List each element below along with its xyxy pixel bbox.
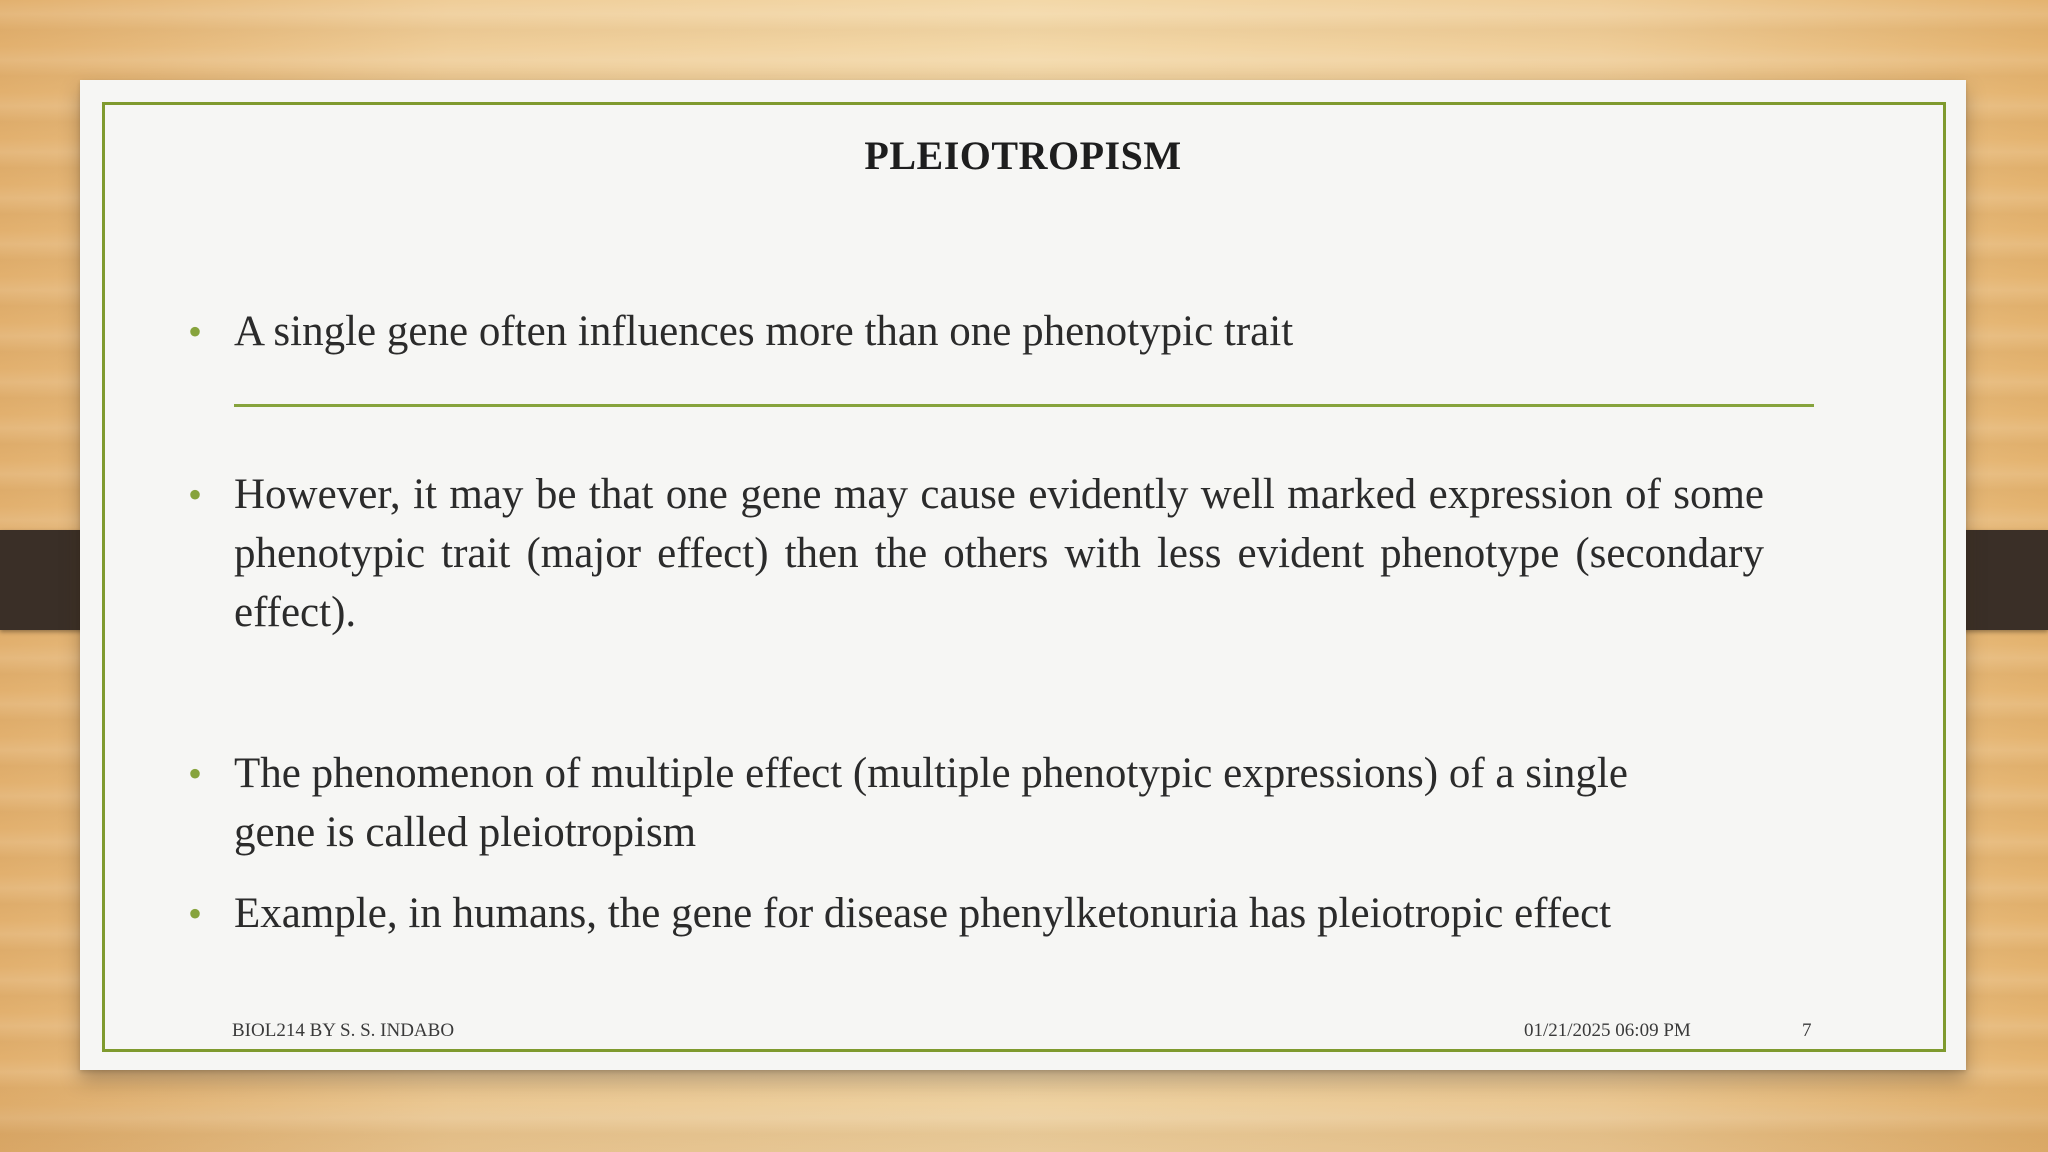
bullet-text: However, it may be that one gene may cause evidently well marked expression of some phenotypic trait (major effect) then the others with less evident phenotype (secondary effect). — [234, 471, 1764, 636]
bullet-dot-icon: • — [188, 309, 203, 354]
bullet-text: Example, in humans, the gene for disease phenylketonuria has pleiotropic effect — [234, 890, 1612, 937]
divider-line — [234, 404, 1814, 407]
footer-datetime: 01/21/2025 06:09 PM — [1524, 1020, 1691, 1041]
footer-course-label: BIOL214 BY S. S. INDABO — [232, 1020, 455, 1041]
bullet-item-4 — [188, 884, 1834, 943]
bullet-item-2 — [188, 465, 1764, 642]
bullet-item-1 — [188, 302, 1764, 361]
bullet-dot-icon: • — [188, 891, 203, 936]
footer-page-number: 7 — [1802, 1020, 1812, 1041]
bullet-dot-icon: • — [188, 751, 203, 796]
bullet-text: A single gene often influences more than one phenotypic trait — [234, 308, 1294, 355]
bullet-text: The phenomenon of multiple effect (multiple phenotypic expressions) of a single gene is called pleiotropism — [234, 750, 1628, 856]
bullet-dot-icon: • — [188, 472, 203, 517]
wood-background — [0, 1070, 2048, 1152]
slide-title: PLEIOTROPISM — [864, 133, 1182, 178]
bullet-item-3 — [188, 744, 1694, 862]
slide — [80, 80, 1966, 1070]
